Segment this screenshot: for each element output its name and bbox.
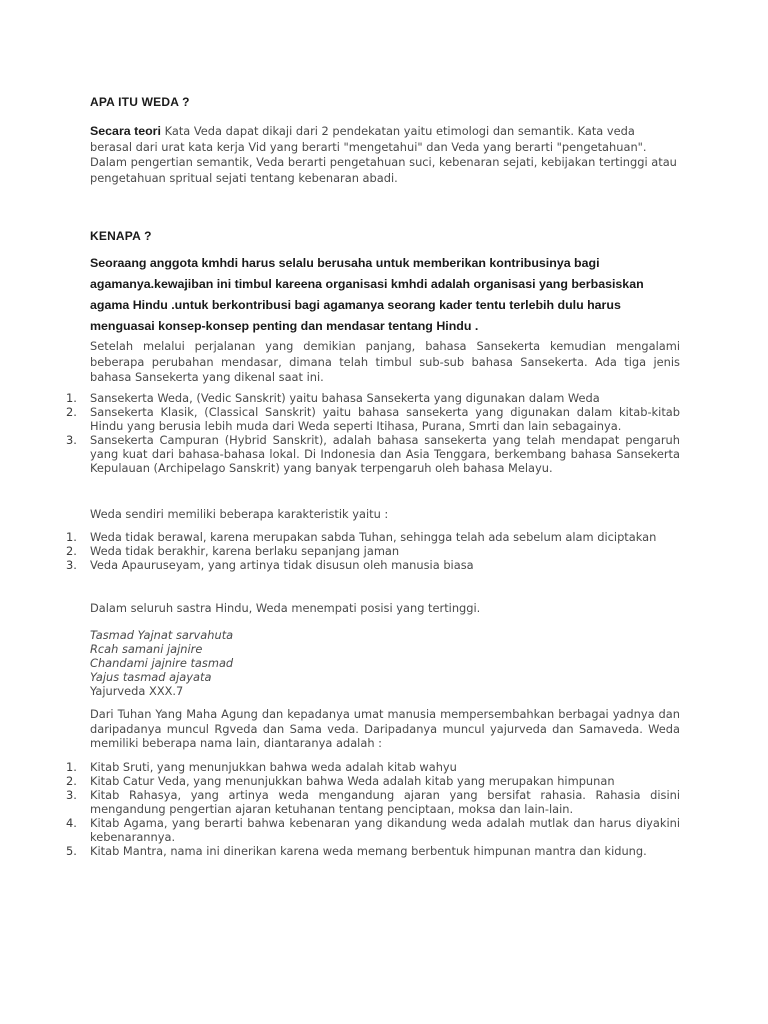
heading-kenapa: KENAPA ? (90, 229, 152, 243)
list-item-text: Kitab Rahasya, yang artinya weda mengandung ajaran yang bersifat rahasia. Rahasia disini mengandung pengertian ajaran ketuhanan tentang penciptaan, moksa dan lain-lain. (90, 788, 680, 816)
list-item-text: Weda tidak berakhir, karena berlaku sepanjang jaman (90, 544, 400, 558)
list-item-text: Kitab Sruti, yang menunjukkan bahwa weda adalah kitab wahyu (90, 760, 457, 774)
list-item (66, 844, 680, 858)
list-item-text: Veda Apauruseyam, yang artinya tidak disusun oleh manusia biasa (90, 558, 474, 572)
paragraph-posisi-tertinggi: Dalam seluruh sastra Hindu, Weda menempati posisi yang tertinggi. (90, 601, 481, 615)
paragraph-secara-teori (90, 124, 680, 186)
list-item-text: Sansekerta Campuran (Hybrid Sanskrit), adalah bahasa sansekerta yang telah mendapat pengaruh yang kuat dari bahasa-bahasa lokal. Di Indonesia dan Asia Tenggara, berkembang bahasa Sansekerta Kepulauan (Archipelago Sanskrit) yang banyak terpengaruh oleh bahasa Melayu. (90, 433, 680, 475)
list-item-text: Kitab Agama, yang berarti bahwa kebenaran yang dikandung weda adalah mutlak dan harus diyakini kebenarannya. (90, 816, 680, 844)
paragraph-secara-teori-text: Kata Veda dapat dikaji dari 2 pendekatan yaitu etimologi dan semantik. Kata veda berasal dari urat kata kerja Vid yang berarti "mengetahui" dan Veda yang berarti "pengetahuan". Dalam pengertian semantik, Veda berarti pengetahuan suci, kebenaran sejati, kebijakan tertinggi atau pengetahuan spritual sejati tentang kebenaran abadi. (90, 124, 677, 185)
list-item-number: 3. (66, 558, 77, 572)
list-item (66, 391, 680, 405)
verse-line: Chandami jajnire tasmad (90, 656, 234, 670)
list-item (66, 544, 680, 558)
list-item-number: 3. (66, 433, 77, 447)
heading-apa-itu-weda: APA ITU WEDA ? (90, 95, 190, 109)
list-item (66, 530, 680, 544)
paragraph-kmhdi: Seoraang anggota kmhdi harus selalu berusaha untuk memberikan kontribusinya bagi agamanya.kewajiban ini timbul kareena organisasi kmhdi adalah organisasi yang berbasiskan agama Hindu .untuk berkontribusi bagi agamanya seorang kader tentu terlebih dulu harus menguasai konsep-konsep penting dan mendasar tentang Hindu . (90, 256, 644, 333)
paragraph-karakteristik: Weda sendiri memiliki beberapa karakteristik yaitu : (90, 507, 389, 521)
paragraph-sansekerta-intro: Setelah melalui perjalanan yang demikian panjang, bahasa Sansekerta kemudian mengalami beberapa perubahan mendasar, dimana telah timbul sub-sub bahasa Sansekerta. Ada tiga jenis bahasa Sansekerta yang dikenal saat ini. (90, 339, 680, 384)
paragraph-dari-tuhan: Dari Tuhan Yang Maha Agung dan kepadanya umat manusia mempersembahkan berbagai yadnya dan daripadanya muncul Rgveda dan Sama veda. Daripadanya muncul yajurveda dan Samaveda. Weda memiliki beberapa nama lain, diantaranya adalah : (90, 707, 680, 750)
list-karakteristik (66, 530, 680, 572)
list-item (66, 760, 680, 774)
lead-secara-teori: Secara teori (90, 124, 161, 138)
list-item-number: 1. (66, 530, 77, 544)
list-item-number: 2. (66, 405, 77, 419)
list-item (66, 558, 680, 572)
verse-block (90, 628, 490, 698)
list-item-number: 2. (66, 774, 77, 788)
list-item-text: Sansekerta Weda, (Vedic Sanskrit) yaitu bahasa Sansekerta yang digunakan dalam Weda (90, 391, 600, 405)
list-item (66, 433, 680, 475)
list-item-number: 3. (66, 788, 77, 802)
list-item (66, 788, 680, 816)
list-nama-lain (66, 760, 680, 858)
list-sansekerta-types (66, 391, 680, 475)
list-item-text: Sansekerta Klasik, (Classical Sanskrit) yaitu bahasa sansekerta yang digunakan dalam kitab-kitab Hindu yang berusia lebih muda dari Weda seperti Itihasa, Purana, Smrti dan lain sebagainya. (90, 405, 680, 433)
list-item-number: 1. (66, 760, 77, 774)
list-item (66, 816, 680, 844)
list-item-text: Kitab Catur Veda, yang menunjukkan bahwa Weda adalah kitab yang merupakan himpunan (90, 774, 615, 788)
list-item-number: 4. (66, 816, 77, 830)
list-item-text: Kitab Mantra, nama ini dinerikan karena weda memang berbentuk himpunan mantra dan kidung. (90, 844, 647, 858)
verse-line: Tasmad Yajnat sarvahuta (90, 628, 234, 642)
list-item (66, 774, 680, 788)
list-item-number: 2. (66, 544, 77, 558)
list-item (66, 405, 680, 433)
list-item-number: 1. (66, 391, 77, 405)
verse-line: Yajus tasmad ajayata (90, 670, 212, 684)
verse-line: Rcah samani jajnire (90, 642, 203, 656)
verse-reference: Yajurveda XXX.7 (90, 684, 184, 698)
list-item-text: Weda tidak berawal, karena merupakan sabda Tuhan, sehingga telah ada sebelum alam diciptakan (90, 530, 657, 544)
list-item-number: 5. (66, 844, 77, 858)
